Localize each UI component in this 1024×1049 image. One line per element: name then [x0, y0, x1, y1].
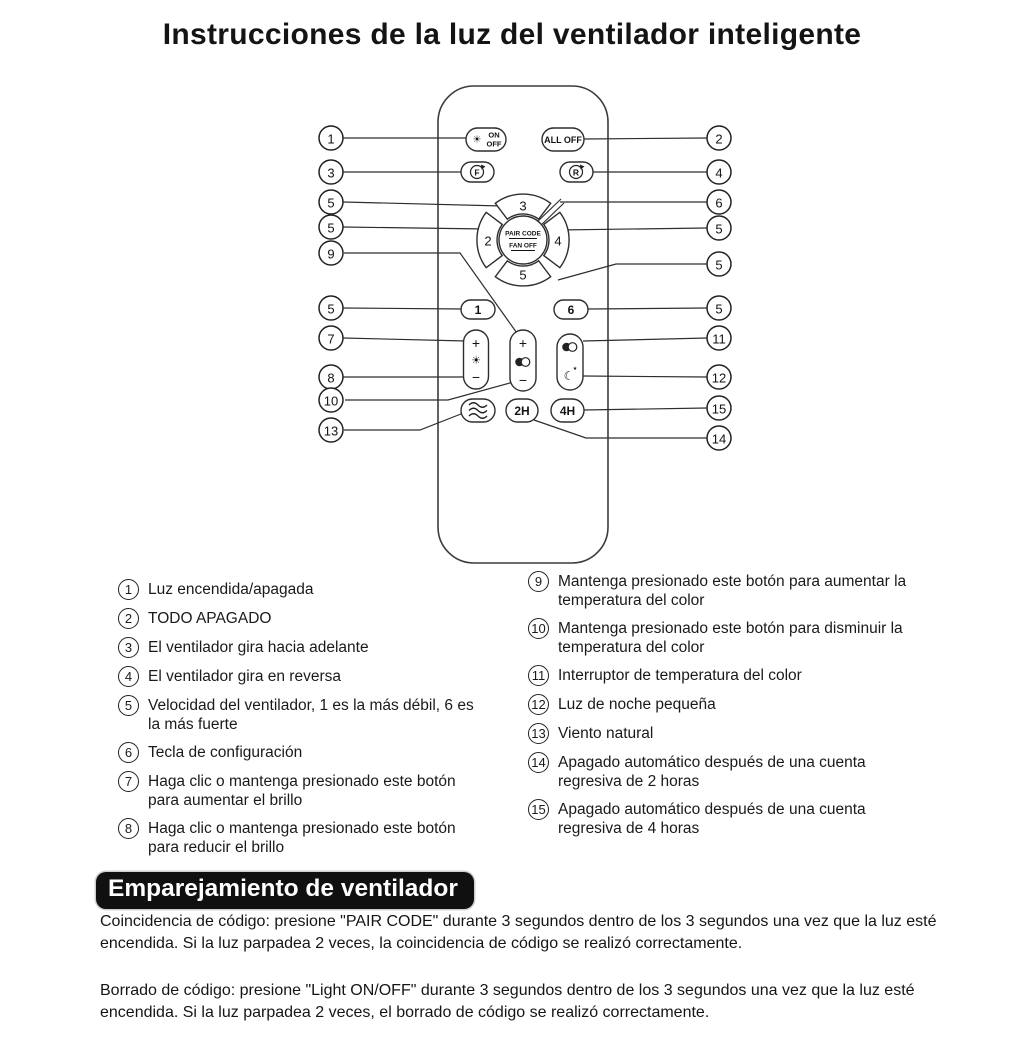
svg-text:5: 5 — [327, 195, 335, 211]
pair-code-label: PAIR CODE — [505, 230, 541, 238]
svg-text:5: 5 — [327, 301, 335, 317]
svg-text:9: 9 — [327, 246, 335, 262]
legend-item — [118, 772, 490, 810]
legend-item-text: Tecla de configuración — [148, 744, 303, 761]
legend-item-number: 9 — [528, 571, 549, 592]
svg-text:7: 7 — [327, 331, 335, 347]
wheel-left-label: 2 — [484, 233, 492, 249]
wheel-up-label: 3 — [519, 198, 527, 214]
timer-4h-label: 4H — [559, 404, 576, 418]
light-on-off-button — [466, 128, 506, 151]
reverse-label: R — [572, 167, 580, 178]
legend-item-number: 10 — [528, 618, 549, 639]
callout-left-2 — [319, 160, 343, 184]
color-temp-night-pill — [557, 334, 583, 390]
callout-right-8 — [707, 365, 731, 389]
legend-item-text: Haga clic o mantenga presionado este botón para aumentar el brillo — [148, 773, 456, 809]
speed-low-label: 1 — [474, 303, 482, 317]
legend-item-text: Mantenga presionado este botón para aumentar la temperatura del color — [558, 573, 907, 609]
natural-wind-button — [461, 399, 495, 422]
legend-item-number: 5 — [118, 695, 139, 716]
svg-text:15: 15 — [711, 401, 727, 417]
legend-item-text: El ventilador gira en reversa — [148, 668, 341, 685]
legend-item-number: 2 — [118, 608, 139, 629]
legend-left-column — [118, 580, 490, 866]
svg-text:★: ★ — [572, 366, 578, 372]
light-on-label: ON — [488, 130, 500, 140]
speed-high-button — [554, 300, 588, 319]
page-title: Instrucciones de la luz del ventilador inteligente — [162, 18, 862, 51]
color-temp-rocker — [510, 330, 536, 391]
callout-left-10 — [319, 418, 343, 442]
legend-item — [528, 753, 923, 791]
callout-left-5 — [319, 241, 343, 265]
legend-item-number: 4 — [118, 666, 139, 687]
legend-item-text: Haga clic o mantenga presionado este botón para reducir el brillo — [148, 820, 456, 856]
pairing-code-clear-paragraph: Borrado de código: presione "Light ON/OFF" durante 3 segundos dentro de los 3 segundos una vez que la luz esté encendida. Si la luz parpadea 2 veces, el borrado de código se realizó correctamente. — [100, 982, 915, 1021]
callout-left-4 — [319, 215, 343, 239]
sun-icon: ☀ — [471, 355, 481, 367]
fan-reverse-button — [560, 162, 593, 182]
callout-right-6 — [707, 296, 731, 320]
callout-right-3 — [707, 190, 731, 214]
color-temp-minus-label: − — [518, 372, 528, 388]
callout-left-9 — [319, 388, 343, 412]
brightness-rocker — [464, 330, 489, 389]
callout-right-9 — [707, 396, 731, 420]
legend-item-number: 6 — [118, 742, 139, 763]
callout-left-7 — [319, 326, 343, 350]
legend-item-text: El ventilador gira hacia adelante — [148, 639, 369, 656]
legend-item-text: TODO APAGADO — [148, 610, 272, 627]
timer-2h-label: 2H — [514, 404, 530, 418]
callouts-right — [707, 126, 731, 450]
wheel-right-label: 4 — [554, 233, 562, 249]
color-temp-plus-label: + — [518, 335, 528, 351]
legend-item-number: 11 — [528, 665, 549, 686]
legend-item — [118, 743, 490, 763]
legend-item-number: 14 — [528, 752, 549, 773]
legend-item-number: 7 — [118, 771, 139, 792]
svg-text:5: 5 — [715, 221, 723, 237]
legend-item — [528, 800, 923, 838]
legend-item — [118, 696, 490, 734]
overlapping-circles-icon — [562, 343, 577, 352]
svg-text:13: 13 — [323, 423, 339, 439]
pairing-section-title: Emparejamiento de ventilador — [96, 872, 474, 909]
svg-text:12: 12 — [711, 370, 727, 386]
remote-body — [438, 86, 608, 563]
legend-item — [118, 819, 490, 857]
legend-item-number: 15 — [528, 799, 549, 820]
callout-left-1 — [319, 126, 343, 150]
svg-text:1: 1 — [327, 131, 335, 147]
fan-forward-button — [461, 162, 494, 182]
legend-item — [528, 724, 923, 744]
legend-item-text: Luz encendida/apagada — [148, 581, 314, 598]
svg-text:5: 5 — [327, 220, 335, 236]
fan-off-label: FAN OFF — [509, 242, 537, 250]
light-off-label: OFF — [486, 139, 502, 149]
legend-item — [118, 580, 490, 600]
svg-text:5: 5 — [715, 257, 723, 273]
callout-right-1 — [707, 126, 731, 150]
legend-right-column — [528, 572, 923, 847]
svg-text:11: 11 — [712, 331, 726, 347]
callout-left-3 — [319, 190, 343, 214]
speed-high-label: 6 — [567, 303, 575, 317]
callout-right-4 — [707, 216, 731, 240]
legend-item — [118, 638, 490, 658]
legend-item — [528, 666, 923, 686]
svg-text:4: 4 — [715, 165, 723, 181]
svg-text:2: 2 — [715, 131, 723, 147]
pairing-code-match-paragraph: Coincidencia de código: presione "PAIR CODE" durante 3 segundos dentro de los 3 segundos una vez que la luz esté encendida. Si la luz parpadea 2 veces, la coincidencia de código se realizó correctamente. — [100, 913, 937, 952]
legend-item-text: Apagado automático después de una cuenta regresiva de 4 horas — [558, 801, 866, 837]
svg-text:10: 10 — [323, 393, 339, 409]
svg-text:3: 3 — [327, 165, 335, 181]
callout-left-6 — [319, 296, 343, 320]
legend-item — [528, 619, 923, 657]
timer-4h-button — [551, 399, 584, 422]
callout-right-5 — [707, 252, 731, 276]
legend-item — [528, 572, 923, 610]
timer-2h-button — [506, 399, 538, 422]
brightness-minus-label: − — [471, 369, 481, 385]
callouts-left — [319, 126, 343, 442]
sun-icon: ☀ — [472, 134, 482, 146]
callout-right-10 — [707, 426, 731, 450]
pairing-instructions — [100, 911, 942, 1049]
legend-item-number: 3 — [118, 637, 139, 658]
legend-item — [528, 695, 923, 715]
svg-text:☾: ☾ — [563, 369, 575, 383]
svg-text:14: 14 — [711, 431, 727, 447]
legend-item-text: Mantenga presionado este botón para disminuir la temperatura del color — [558, 620, 903, 656]
pair-code-button — [499, 216, 547, 264]
legend-item-text: Interruptor de temperatura del color — [558, 667, 802, 684]
svg-text:8: 8 — [327, 370, 335, 386]
callout-right-7 — [707, 326, 731, 350]
speed-low-button — [461, 300, 495, 319]
legend-item-text: Apagado automático después de una cuenta regresiva de 2 horas — [558, 754, 866, 790]
all-off-label: ALL OFF — [544, 135, 582, 145]
overlapping-circles-icon — [515, 358, 530, 367]
legend-item-number: 13 — [528, 723, 549, 744]
callout-left-8 — [319, 365, 343, 389]
legend-item-number: 8 — [118, 818, 139, 839]
legend-item-text: Viento natural — [558, 725, 654, 742]
legend-item-text: Luz de noche pequeña — [558, 696, 716, 713]
all-off-button — [542, 128, 584, 151]
wheel-down-label: 5 — [519, 267, 527, 283]
legend-item-number: 12 — [528, 694, 549, 715]
svg-text:5: 5 — [715, 301, 723, 317]
legend-item — [118, 609, 490, 629]
legend-item-number: 1 — [118, 579, 139, 600]
forward-label: F — [474, 167, 480, 178]
legend-item — [118, 667, 490, 687]
legend-item-text: Velocidad del ventilador, 1 es la más débil, 6 es la más fuerte — [148, 697, 474, 733]
callout-right-2 — [707, 160, 731, 184]
svg-text:6: 6 — [715, 195, 723, 211]
brightness-plus-label: + — [471, 335, 481, 351]
